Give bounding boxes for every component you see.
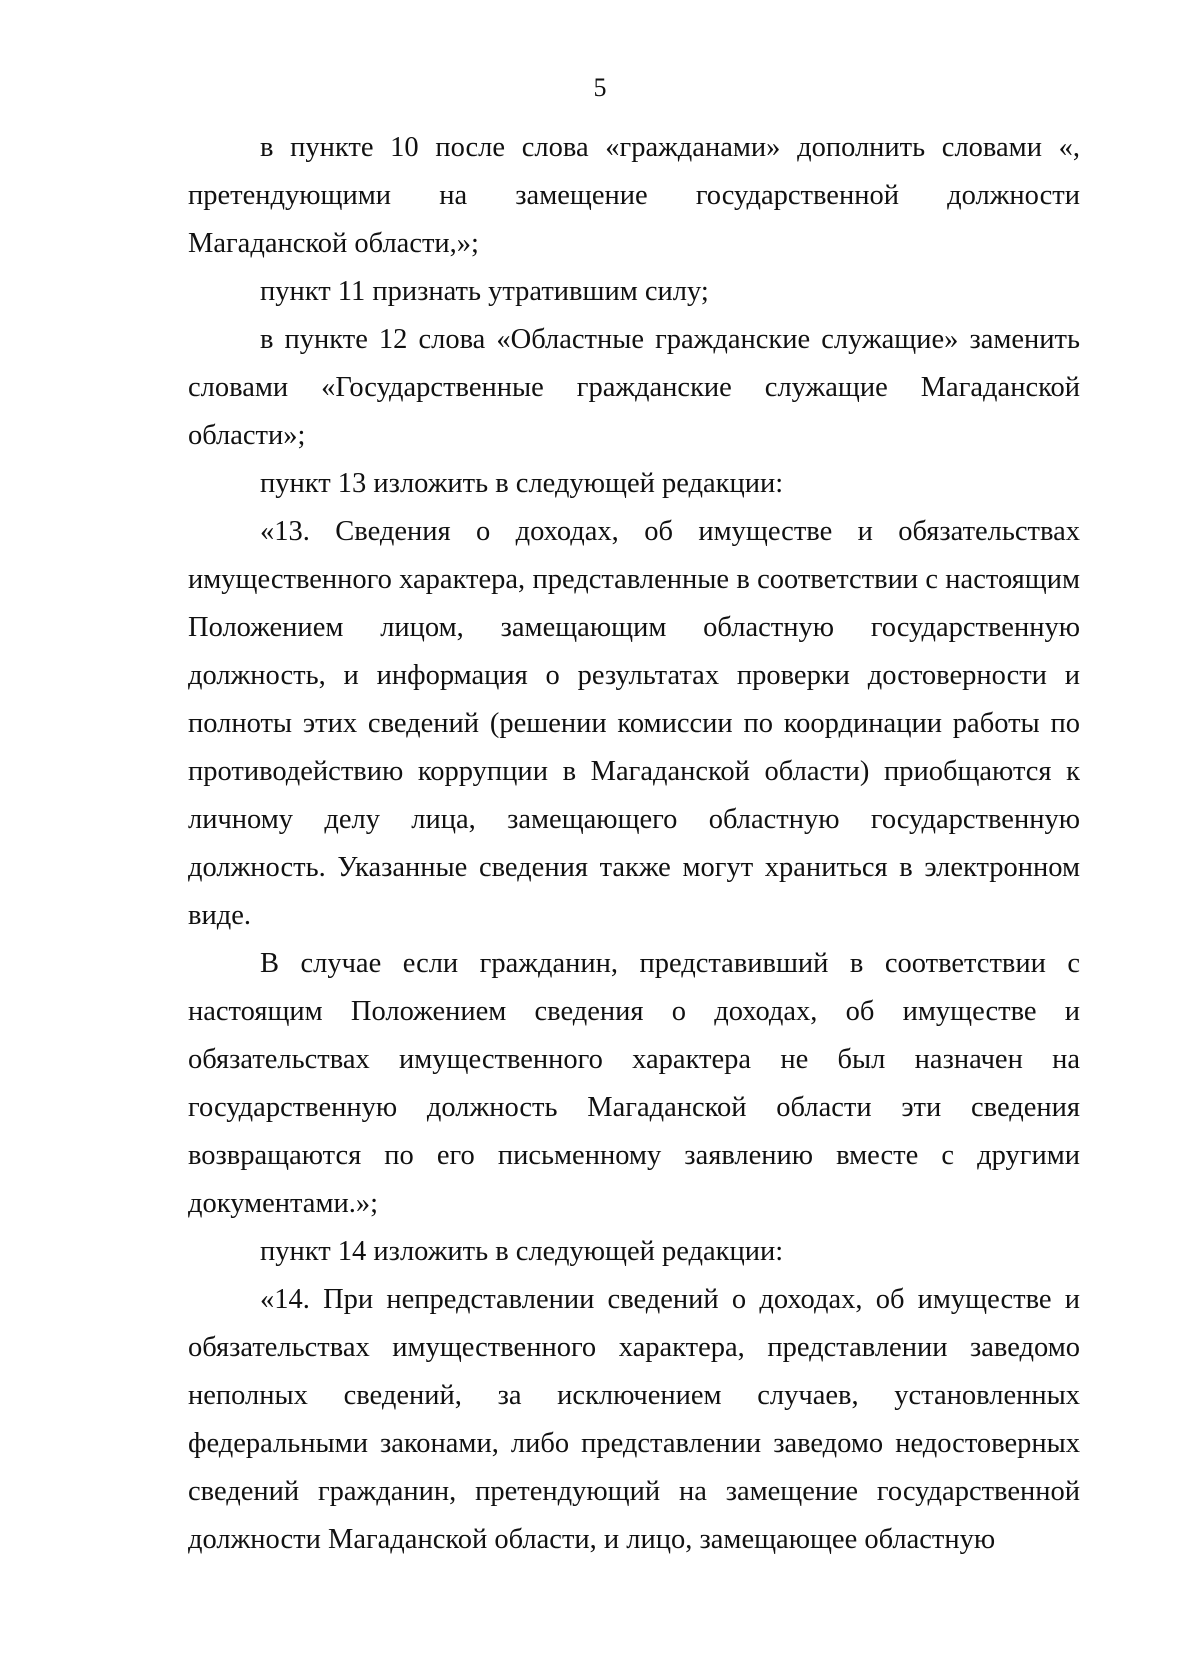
paragraph-item-14-intro: пункт 14 изложить в следующей редакции: [260,1236,784,1267]
paragraph-item-12-amendment: в пункте 12 слова «Областные гражданские служащие» заменить словами «Государственные гражданские служащие Магаданской области»; [188,324,1080,451]
paragraph-item-11-repeal: пункт 11 признать утратившим силу; [260,276,709,307]
paragraph-item-13-return-clause: В случае если гражданин, представивший в соответствии с настоящим Положением сведения о доходах, об имуществе и обязательствах имущественного характера не был назначен на государственную должность Магаданской области эти сведения возвращаются по его письменному заявлению вместе с другими документами.»; [188,948,1080,1219]
paragraph-item-13-text: «13. Сведения о доходах, об имуществе и обязательствах имущественного характера, представленные в соответствии с настоящим Положением лицом, замещающим областную государственную должность, и информация о результатах проверки достоверности и полноты этих сведений (решении комиссии по координации работы по противодействию коррупции в Магаданской области) приобщаются к личному делу лица, замещающего областную государственную должность. Указанные сведения также могут храниться в электронном виде. [188,516,1080,931]
page-number: 5 [593,73,607,102]
paragraph-item-10-amendment: в пункте 10 после слова «гражданами» дополнить словами «, претендующими на замещение государственной должности Магаданской области,»; [188,132,1080,259]
paragraph-item-14-text: «14. При непредставлении сведений о доходах, об имуществе и обязательствах имущественного характера, представлении заведомо неполных сведений, за исключением случаев, установленных федеральными законами, либо представлении заведомо недостоверных сведений гражданин, претендующий на замещение государственной должности Магаданской области, и лицо, замещающее областную [188,1284,1080,1555]
paragraph-item-13-intro: пункт 13 изложить в следующей редакции: [260,468,784,499]
document-body [188,124,1080,1564]
